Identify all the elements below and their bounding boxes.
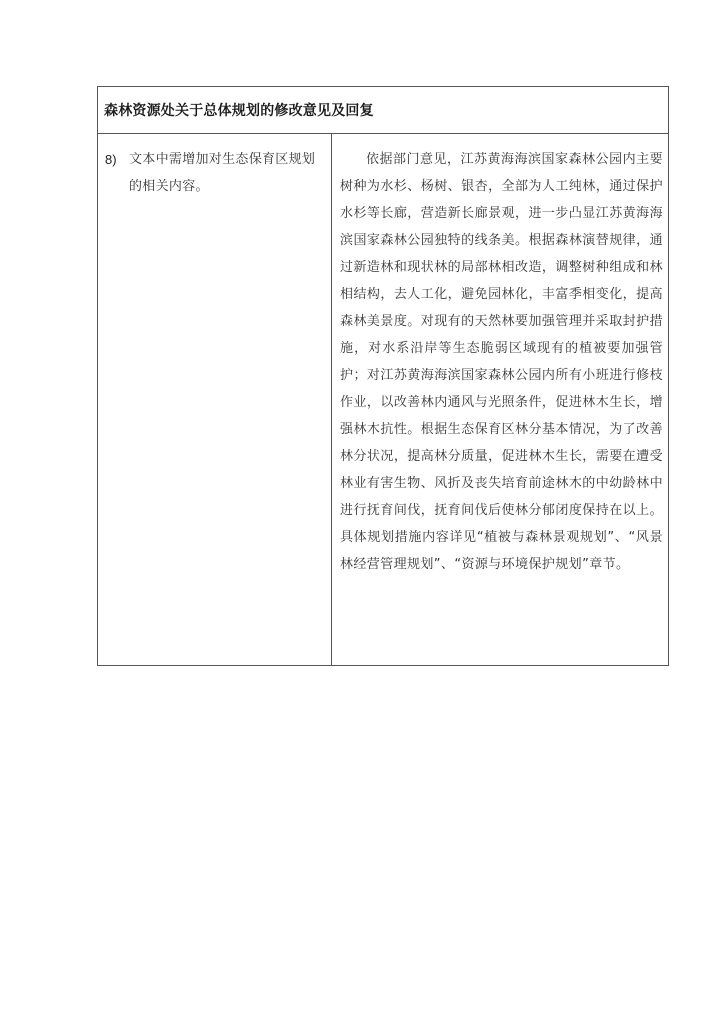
table-row	[98, 134, 668, 665]
reply-cell	[332, 134, 668, 665]
comment-cell	[98, 134, 332, 665]
reply-text: 依据部门意见，江苏黄海海滨国家森林公园内主要树种为水杉、杨树、银杏，全部为人工纯林，通过保护水杉等长廊，营造新长廊景观，进一步凸显江苏黄海海滨国家森林公园独特的线条美。根据森林演替规律，通过新造林和现状林的局部林相改造，调整树种组成和林相结构，去人工化，避免园林化，丰富季相变化，提高森林美景度。对现有的天然林要加强管理并采取封护措施，对水系沿岸等生态脆弱区域现有的植被要加强管护；对江苏黄海海滨国家森林公园内所有小班进行修枝作业，以改善林内通风与光照条件，促进林木生长，增强林木抗性。根据生态保育区林分基本情况，为了改善林分状况，提高林分质量，促进林木生长，需要在遭受林业有害生物、风折及丧失培育前途林木的中幼龄林中进行抚育间伐，抚育间伐后使林分郁闭度保持在以上。具体规划措施内容详见“植被与森林景观规划”、“风景林经营管理规划”、“资源与环境保护规划”章节。	[340, 152, 663, 572]
comment-reply-table	[97, 86, 669, 666]
comment-text: 文本中需增加对生态保育区规划的相关内容。	[129, 152, 316, 194]
table-header	[98, 87, 668, 134]
item-number: 8)	[105, 152, 117, 167]
table-title: 森林资源处关于总体规划的修改意见及回复	[104, 103, 374, 119]
